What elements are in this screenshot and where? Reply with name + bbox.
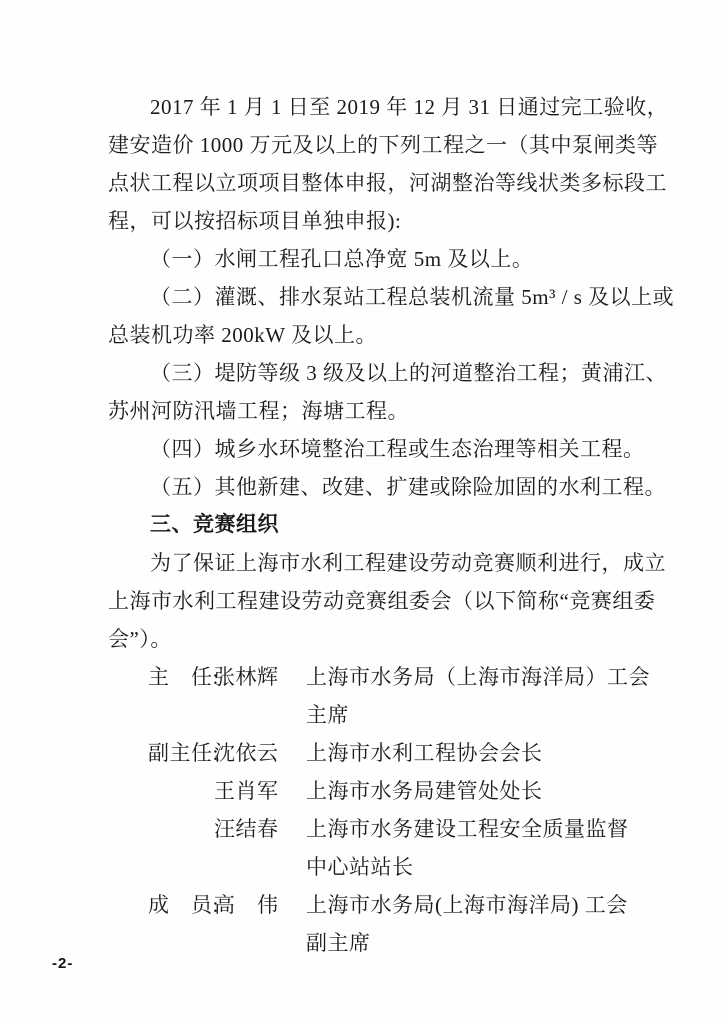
role-label: 副主任: — [148, 741, 219, 765]
member-title — [306, 886, 632, 962]
committee-row — [148, 772, 632, 810]
paragraph-line: 点状工程以立项项目整体申报，河湖整治等线状类多标段工 — [108, 171, 667, 195]
section-heading: 三、竞赛组织 — [150, 513, 279, 536]
paragraph-line: 为了保证上海市水利工程建设劳动竞赛顺利进行，成立 — [150, 551, 666, 575]
list-item-line: （二）灌溉、排水泵站工程总装机流量 5m³ / s 及以上或 — [150, 285, 675, 309]
committee-row — [148, 886, 632, 962]
member-name: 沈依云 — [214, 741, 279, 765]
member-title-line: 副主席 — [306, 931, 371, 955]
paragraph-line: 上海市水利工程建设劳动竞赛组委会（以下简称“竞赛组委 — [108, 589, 656, 613]
member-name: 汪结春 — [214, 817, 279, 841]
member-title-line: 上海市水利工程协会会长 — [306, 741, 543, 765]
list-item-line: （四）城乡水环境整治工程或生态治理等相关工程。 — [150, 437, 645, 461]
member-title-line: 上海市水务局(上海市海洋局) 工会 — [306, 893, 628, 917]
member-name: 高 伟 — [214, 893, 279, 917]
list-item-line: （一）水闸工程孔口总净宽 5m 及以上。 — [150, 247, 534, 271]
paragraph-line: 建安造价 1000 万元及以上的下列工程之一（其中泵闸类等 — [108, 133, 658, 157]
paragraph-line: 程，可以按招标项目单独申报): — [108, 209, 402, 233]
list-item-line: （五）其他新建、改建、扩建或除险加固的水利工程。 — [150, 475, 666, 499]
committee-row — [148, 734, 632, 772]
member-title — [306, 658, 650, 734]
document-content — [108, 88, 675, 962]
member-title-line: 上海市水务局建管处处长 — [306, 779, 543, 803]
paragraph-line: 2017 年 1 月 1 日至 2019 年 12 月 31 日通过完工验收， — [150, 95, 669, 119]
member-title-line: 上海市水务局（上海市海洋局）工会 — [306, 665, 650, 689]
list-item-line: 苏州河防汛墙工程；海塘工程。 — [108, 399, 409, 423]
list-item-line: （三）堤防等级 3 级及以上的河道整治工程；黄浦江、 — [150, 361, 667, 385]
member-title-line: 主席 — [306, 703, 349, 727]
committee-row — [148, 810, 632, 886]
committee-row — [148, 658, 650, 734]
member-name: 王肖军 — [214, 779, 279, 803]
member-title — [306, 734, 632, 772]
page-number: -2- — [52, 955, 74, 972]
list-item-line: 总装机功率 200kW 及以上。 — [108, 323, 377, 347]
member-title-line: 上海市水务建设工程安全质量监督 — [306, 817, 629, 841]
role-label: 成 员: — [148, 893, 219, 917]
member-title-line: 中心站站长 — [306, 855, 414, 879]
member-title — [306, 810, 632, 886]
paragraph-line: 会”）。 — [108, 627, 172, 651]
member-name: 张林辉 — [214, 665, 279, 689]
role-label: 主 任: — [148, 665, 219, 689]
committee-list — [108, 658, 650, 962]
member-title — [306, 772, 632, 810]
